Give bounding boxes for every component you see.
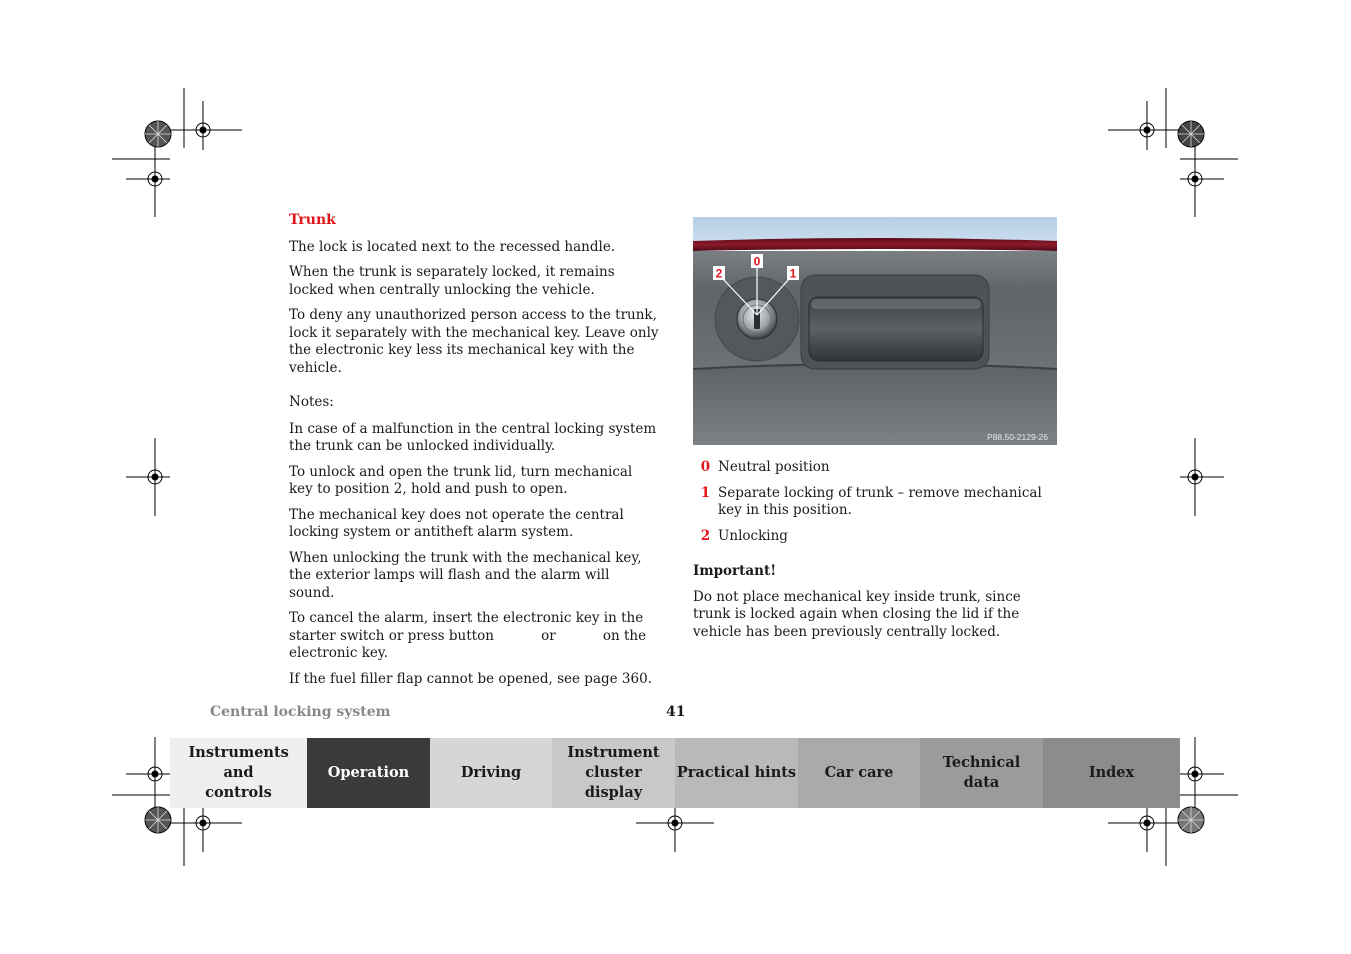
note: When unlocking the trunk with the mechanical key, the exterior lamps will flash and the alarm will sound.	[289, 549, 642, 601]
callout-0: 0	[753, 254, 761, 269]
tab-label: Car care	[824, 764, 894, 781]
legend-item	[693, 485, 1059, 520]
important-title: Important!	[693, 563, 777, 579]
callout-1: 1	[789, 266, 797, 281]
tab-label: Instrument cluster display	[567, 744, 660, 801]
legend-number: 0	[700, 459, 711, 475]
tab-label: Driving	[460, 764, 522, 781]
tab-car-care[interactable]	[798, 738, 920, 808]
tab-label: Index	[1088, 764, 1135, 781]
legend-text: Separate locking of trunk – remove mechanical key in this position.	[718, 484, 1042, 518]
tab-label: Instruments and controls	[188, 744, 289, 801]
note: To cancel the alarm, insert the electronic key in the starter switch or press button or on the electronic key.	[289, 610, 651, 661]
tab-technical-data[interactable]	[920, 738, 1043, 808]
trunk-lock-illustration	[693, 217, 1057, 445]
tab-label: Practical hints	[676, 764, 797, 781]
important-text: Do not place mechanical key inside trunk, since trunk is locked again when closing the lid if the vehicle has been previously centrally locked.	[693, 588, 1021, 640]
tab-instruments-and-controls[interactable]	[170, 738, 307, 808]
section-heading: Trunk	[289, 212, 336, 228]
tab-practical-hints[interactable]	[675, 738, 798, 808]
callout-2: 2	[715, 266, 723, 281]
note: In case of a malfunction in the central locking system the trunk can be unlocked individually.	[289, 420, 657, 454]
legend-text: Unlocking	[718, 527, 788, 544]
tab-driving[interactable]	[430, 738, 552, 808]
legend-text: Neutral position	[718, 459, 830, 475]
legend-item	[693, 459, 1059, 477]
note: If the fuel filler flap cannot be opened, see page 360.	[289, 670, 652, 687]
page-number: 41	[666, 704, 686, 720]
footer-section-title: Central locking system	[210, 704, 391, 720]
tab-operation[interactable]	[307, 738, 430, 808]
paragraph: When the trunk is separately locked, it remains locked when centrally unlocking the vehicle.	[289, 264, 615, 298]
paragraph: The lock is located next to the recessed handle.	[289, 238, 616, 255]
note: To unlock and open the trunk lid, turn mechanical key to position 2, hold and push to open.	[289, 463, 633, 497]
paragraph: To deny any unauthorized person access to the trunk, lock it separately with the mechanical key. Leave only the electronic key less its mechanical key with the vehicle.	[289, 307, 659, 376]
right-column	[693, 217, 1059, 641]
legend-item	[693, 528, 1059, 546]
left-column	[289, 212, 659, 696]
trunk-lock-photo	[693, 217, 1057, 445]
chapter-nav	[170, 738, 1180, 808]
legend-number: 2	[700, 527, 711, 544]
tab-label: Operation	[327, 764, 410, 781]
tab-index[interactable]	[1043, 738, 1180, 808]
note: The mechanical key does not operate the central locking system or antitheft alarm system.	[289, 506, 624, 540]
legend	[693, 459, 1059, 545]
notes-label: Notes:	[289, 394, 334, 410]
tab-instrument-cluster-display[interactable]	[552, 738, 675, 808]
figure-code: P88.50-2129-26	[987, 432, 1048, 442]
tab-label: Technical data	[942, 754, 1021, 791]
legend-number: 1	[700, 484, 711, 501]
